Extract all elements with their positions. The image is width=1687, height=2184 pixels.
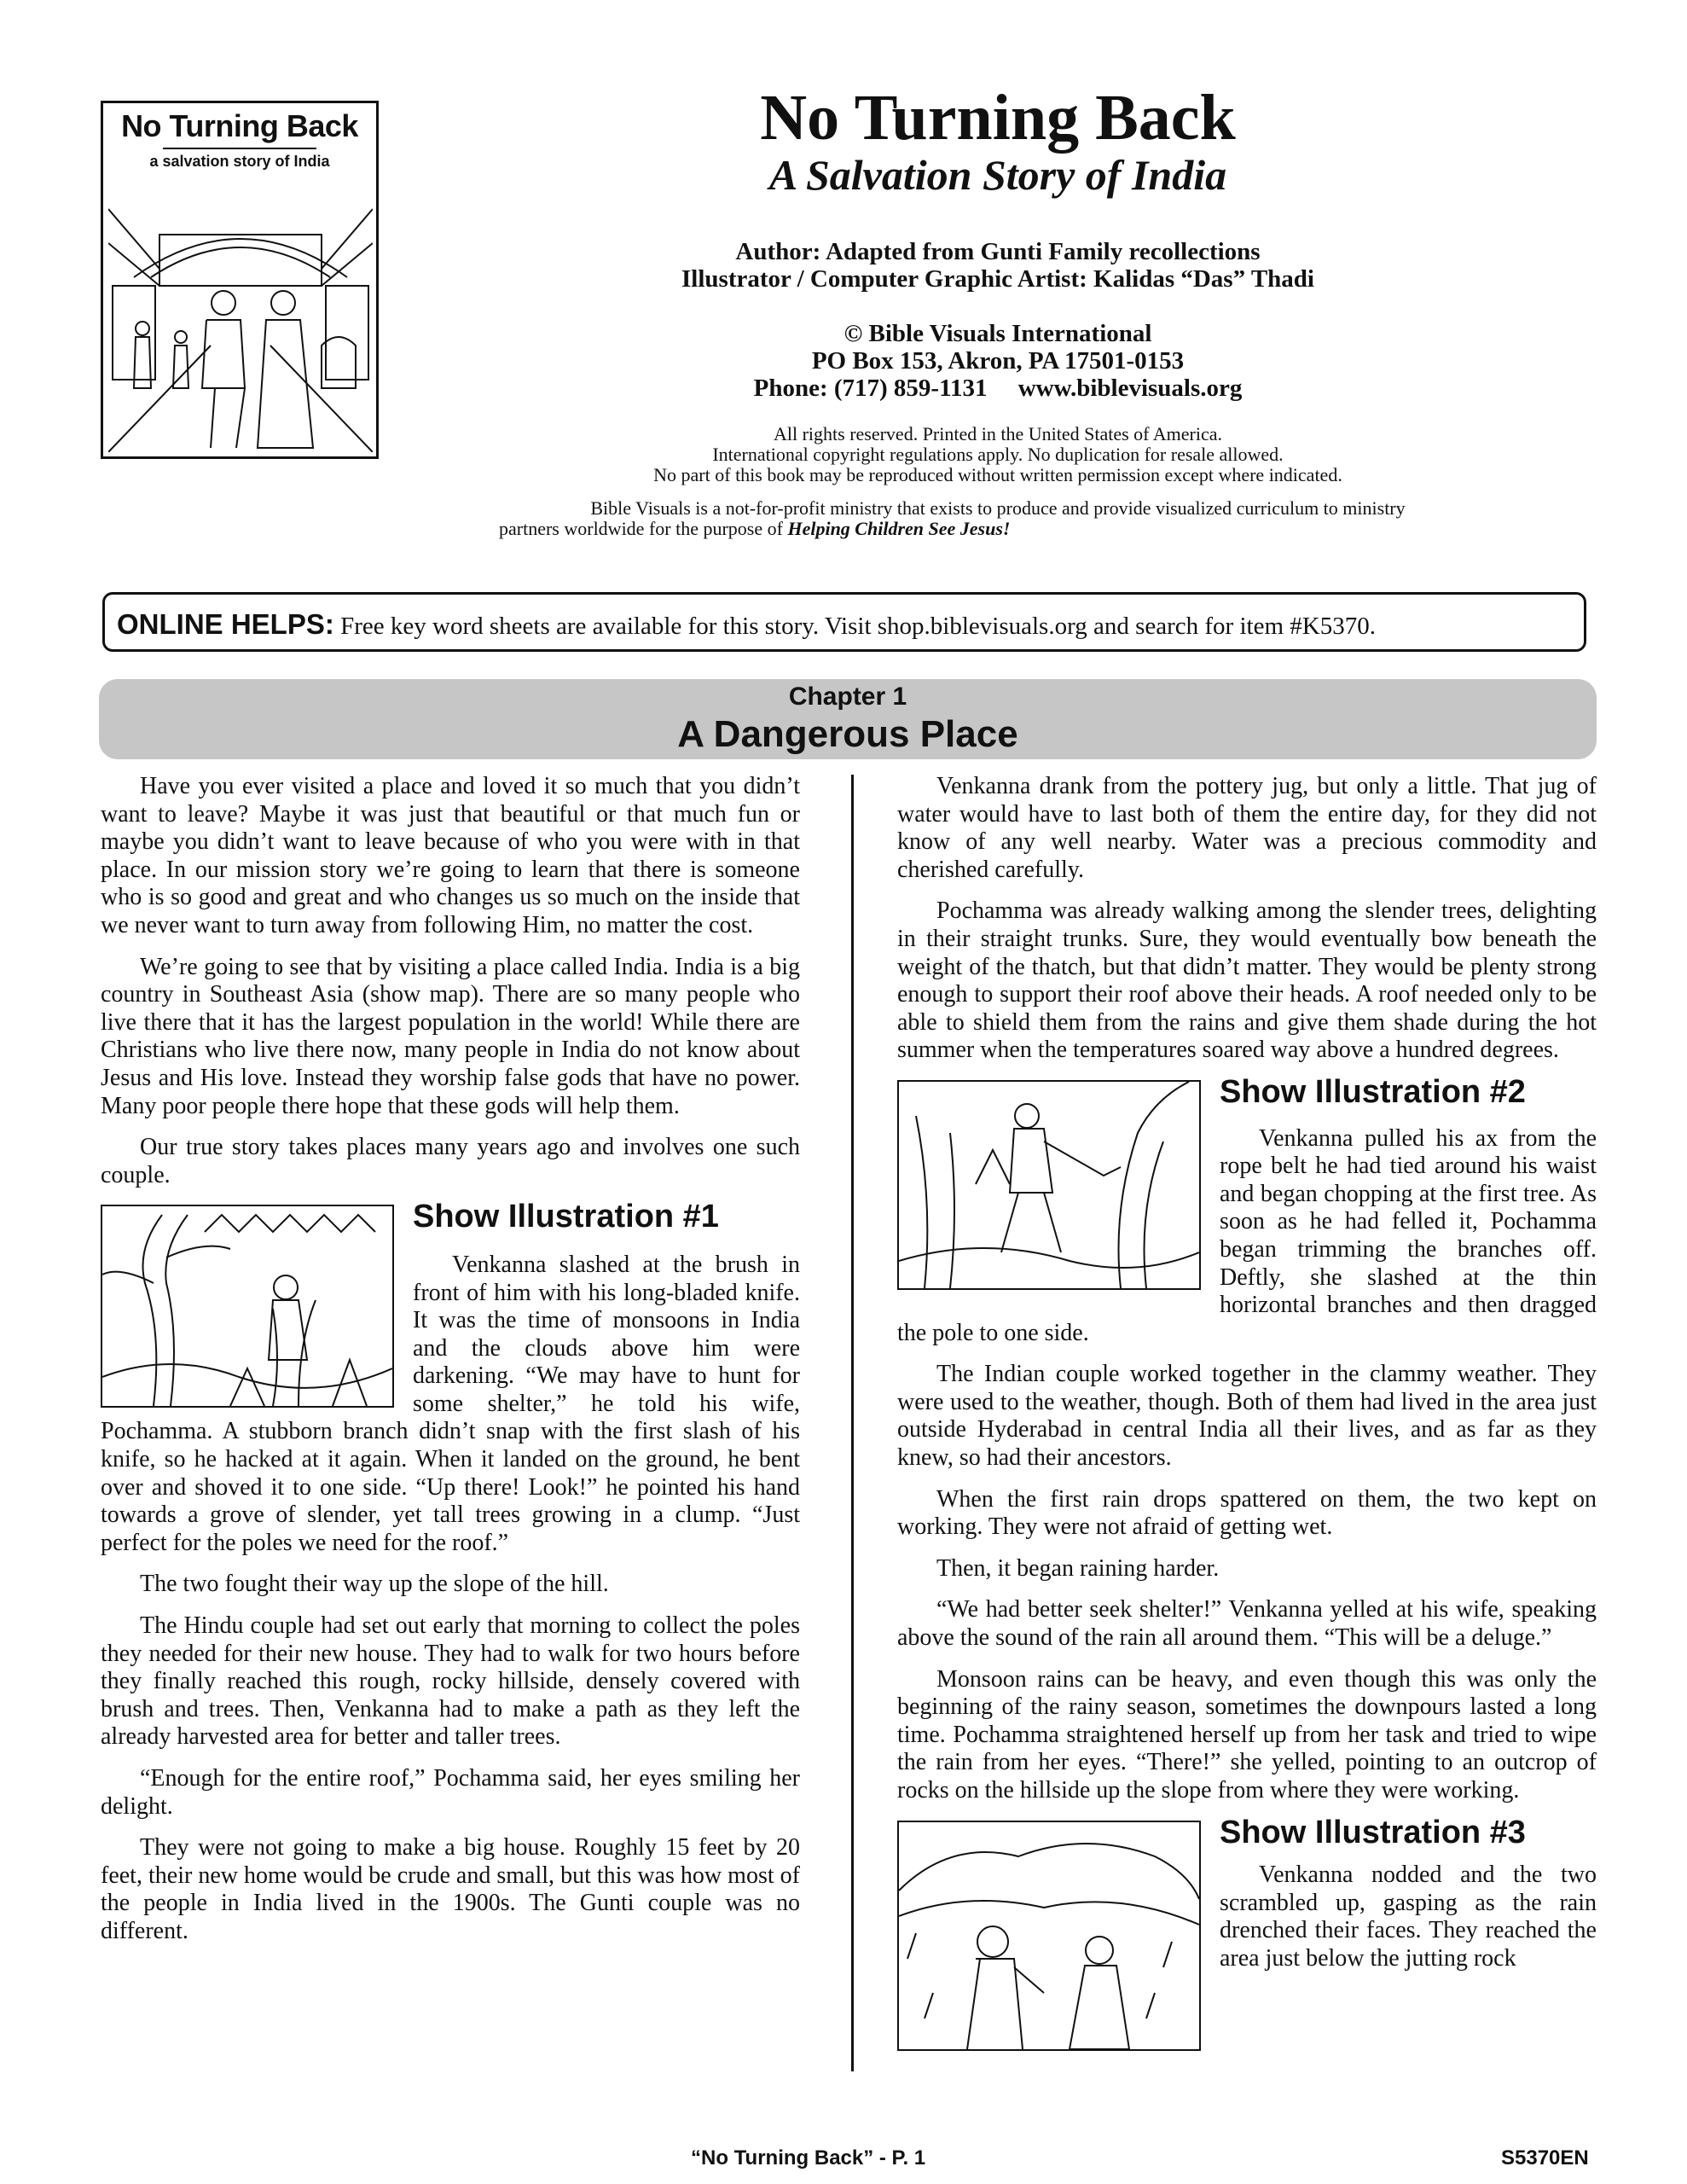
paragraph: The Indian couple worked together in the clammy weather. They were used to the weather, though. Both of them had lived in the area just outside Hyderabad in central India all their lives, and as far as they knew, so had their ancestors. [897,1361,1597,1472]
paragraph: Pochamma was already walking among the slender trees, delighting in their straight trunks. Sure, they would eventually bow beneath the weight of the thatch, but that didn’t matter. They would be plenty strong enough to support their roof above their heads. A roof needed only to be able to shield them from the rains and give them shade during the hot summer when the temperatures soared way above a hundred degrees. [897,897,1597,1064]
ministry-emphasis: Helping Children See Jesus! [787,518,1011,539]
paragraph: “We had better seek shelter!” Venkanna yelled at his wife, speaking above the sound of the rain all around them. “This will be a deluge.” [897,1596,1597,1652]
page-footer: “No Turning Back” - P. 1 [691,2146,926,2169]
paragraph: Venkanna drank from the pottery jug, but only a little. That jug of water would have to last both of them the entire day, for they did not know of any well nearby. Water was a precious commodity and cherished carefully. [897,773,1597,883]
phone-web-line: Phone: (717) 859-1131 www.biblevisuals.org [753,375,1243,402]
rights-line-3: No part of this book may be reproduced without written permission except where indicated. [653,464,1342,485]
paragraph: Have you ever visited a place and loved it so much that you didn’t want to leave? Maybe it was just that beautiful or that much fun or maybe you didn’t want to leave because of who you were with in that place. In our mission story we’re going to learn that there is someone who is so good and great and who changes us so much on the inside that we never want to turn away from following Him, no matter the cost. [101,773,800,938]
author-line: Author: Adapted from Gunti Family recollections [735,238,1261,265]
illustration-1 [101,1205,394,1408]
paragraph: Our true story takes places many years ago and involves one such couple. [101,1134,800,1188]
chapter-number: Chapter 1 [788,682,907,711]
online-helps-text: Free key word sheets are available for this story. Visit shop.biblevisuals.org and search for item #K5370. [333,613,1376,640]
cover-illustration [108,175,373,452]
online-helps-label: ONLINE HELPS: [117,608,334,640]
item-code: S5370EN [1501,2146,1589,2169]
left-column [101,773,800,1960]
paragraph: Venkanna pulled his ax from the rope belt he had tied around his waist and began chopping at the first tree. As soon as he had felled it, Pochamma began trimming the branches off. Deftly, she slashed at the thin horizontal branches and then dragged the pole to one side. [897,1124,1597,1346]
illustration-2 [897,1080,1201,1290]
cover-title: No Turning Back [121,108,358,143]
book-subtitle: A Salvation Story of India [768,151,1227,199]
copyright-line: © Bible Visuals International [844,320,1152,347]
paragraph: “Enough for the entire roof,” Pochamma said, her eyes smiling her delight. [101,1765,800,1820]
cover-rule [163,148,316,149]
chapter-title: A Dangerous Place [677,713,1018,755]
paragraph: Then, it began raining harder. [936,1554,1220,1582]
paragraph: Monsoon rains can be heavy, and even though this was only the beginning of the rainy season, sometimes the downpours lasted a long time. Pochamma straightened herself up from her task and tried to wipe the rain from her eyes. “There!” she yelled, pointing to an outcrop of rocks on the hillside up the slope from where they were working. [897,1665,1597,1804]
online-helps-box [102,592,1586,652]
illustration-1-drawing [102,1206,392,1406]
book-title: No Turning Back [760,82,1236,154]
paragraph: Venkanna slashed at the brush in front of him with his long-bladed knife. It was the time of monsoons in India and the clouds above him were darkening. “We may have to hunt for some shelter,” he told his wife, Pochamma. A stubborn branch didn’t snap with the first slash of his knife, so he hacked at it again. When it landed on the ground, he bent over and shoved it to one side. “Up there! Look!” he pointed his hand towards a grove of slender, yet tall trees growing in a clump. “Just perfect for the poles we need for the roof.” [101,1251,800,1556]
paragraph: We’re going to see that by visiting a place called India. India is a big country in Southeast Asia (show map). There are so many people who live there that it has the largest population in the world! While there are Christians who live there now, many people in India do not know about Jesus and His love. Instead they worship false gods that have no power. Many poor people there hope that these gods will help them. [101,953,800,1119]
rights-line-2: International copyright regulations apply. No duplication for resale allowed. [712,444,1284,465]
paragraph: Venkanna nodded and the two scrambled up, gasping as the rain drenched their faces. They reached the area just below the jutting rock [1220,1862,1597,1972]
cover-thumbnail [101,101,379,459]
paragraph: The Hindu couple had set out early that morning to collect the poles they needed for their new house. They had to walk for two hours before they finally reached this rough, rocky hillside, densely covered with brush and trees. Then, Venkanna had to make a path as they left the already harvested area for better and taller trees. [101,1612,800,1751]
address-line: PO Box 153, Akron, PA 17501-0153 [811,347,1185,375]
ministry-line-2 [499,519,1010,539]
ministry-text: partners worldwide for the purpose of [499,518,788,539]
paragraph: The two fought their way up the slope of the hill. [140,1571,609,1598]
rights-line-1: All rights reserved. Printed in the United States of America. [773,423,1223,444]
column-divider [851,775,854,2071]
right-column [897,773,1597,2051]
show-illustration-1-heading: Show Illustration #1 [413,1199,719,1235]
paragraph: They were not going to make a big house. Roughly 15 feet by 20 feet, their new home would be crude and small, but this was how most of the people in India lived in the 1900s. The Gunti couple was no different. [101,1834,800,1944]
illustration-3-drawing [899,1822,1199,2049]
cover-subtitle: a salvation story of India [149,153,330,170]
illustration-2-drawing [899,1082,1199,1288]
show-illustration-3-heading: Show Illustration #3 [1220,1814,1526,1850]
illustrator-line: Illustrator / Computer Graphic Artist: Kalidas “Das” Thadi [681,265,1314,293]
show-illustration-2-heading: Show Illustration #2 [1220,1073,1526,1110]
ministry-line-1: Bible Visuals is a not-for-profit ministry that exists to produce and provide visualized curriculum to ministry [590,497,1406,519]
paragraph: When the first rain drops spattered on them, the two kept on working. They were not afraid of getting wet. [897,1485,1597,1541]
illustration-3 [897,1821,1201,2051]
